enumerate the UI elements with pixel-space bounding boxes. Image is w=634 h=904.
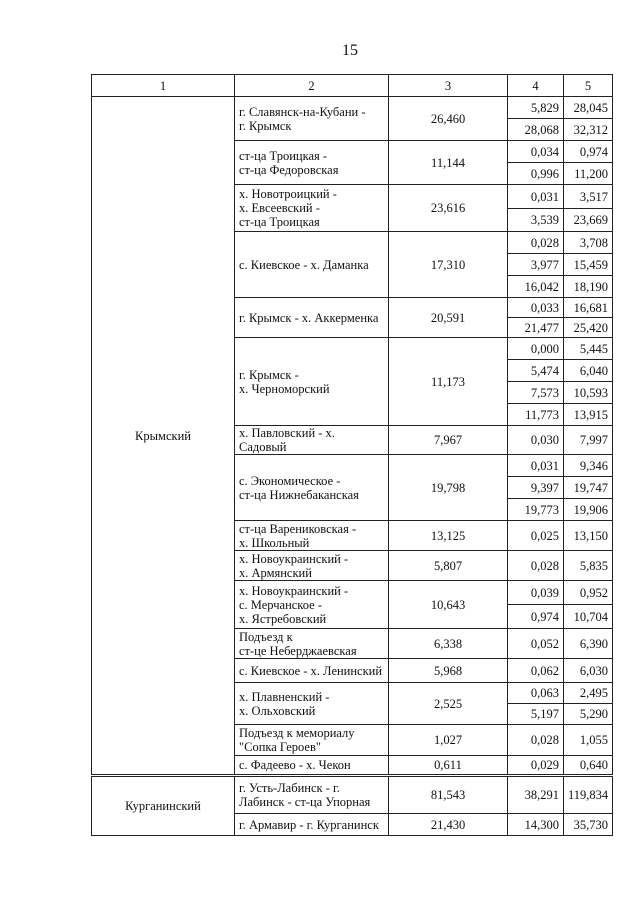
route-length: 0,611 — [389, 756, 508, 776]
route-name-line: с. Киевское - х. Даманка — [239, 257, 369, 272]
route-name-line: х. Плавненский - — [239, 689, 330, 704]
route-name-line: с. Фадеево - х. Чекон — [239, 758, 351, 772]
route-name — [235, 521, 389, 551]
segment-start: 0,000 — [508, 338, 564, 360]
header-cell-5: 5 — [564, 75, 613, 97]
segment-end: 25,420 — [564, 318, 613, 338]
route-name-line: х. Школьный — [239, 535, 310, 550]
header-cell-4: 4 — [508, 75, 564, 97]
segment-end: 16,681 — [564, 298, 613, 318]
segment-end: 0,952 — [564, 581, 613, 605]
route-name-line: г. Крымск - — [239, 367, 299, 382]
segment-end: 3,708 — [564, 232, 613, 254]
table-row — [92, 97, 613, 119]
segment-start: 0,028 — [508, 725, 564, 756]
route-name-line: х. Новоукраинский - — [239, 583, 349, 598]
route-length: 5,807 — [389, 551, 508, 581]
segment-start: 0,031 — [508, 455, 564, 477]
segment-end: 3,517 — [564, 185, 613, 209]
route-length: 11,144 — [389, 141, 508, 185]
segment-end: 19,906 — [564, 499, 613, 521]
segment-end: 18,190 — [564, 276, 613, 298]
route-name — [235, 659, 389, 683]
route-name-line: г. Славянск-на-Кубани - — [239, 104, 366, 119]
segment-end: 6,040 — [564, 360, 613, 382]
route-name — [235, 338, 389, 426]
segment-start: 0,974 — [508, 605, 564, 629]
segment-start: 0,996 — [508, 163, 564, 185]
route-name-line: с. Киевское - х. Ленинский — [239, 663, 383, 678]
segment-start: 0,031 — [508, 185, 564, 209]
route-name — [235, 581, 389, 629]
route-length: 17,310 — [389, 232, 508, 298]
route-name-line: х. Черноморский — [239, 381, 330, 396]
segment-start: 0,033 — [508, 298, 564, 318]
segment-start: 0,029 — [508, 756, 564, 776]
segment-end: 28,045 — [564, 97, 613, 119]
table-row — [92, 776, 613, 814]
route-length: 7,967 — [389, 426, 508, 455]
segment-start: 0,063 — [508, 683, 564, 704]
route-length: 81,543 — [389, 776, 508, 814]
route-name-line: с. Мерчанское - — [239, 597, 322, 612]
segment-start: 38,291 — [508, 776, 564, 814]
header-cell-3: 3 — [389, 75, 508, 97]
segment-end: 10,704 — [564, 605, 613, 629]
segment-end: 5,835 — [564, 551, 613, 581]
route-name — [235, 141, 389, 185]
page-number: 15 — [342, 42, 358, 59]
segment-end: 2,495 — [564, 683, 613, 704]
route-name — [235, 455, 389, 521]
route-name-line: х. Армянский — [239, 565, 312, 580]
segment-end: 23,669 — [564, 209, 613, 232]
segment-end: 7,997 — [564, 426, 613, 455]
road-table — [91, 74, 613, 836]
segment-start: 0,028 — [508, 232, 564, 254]
route-name-line: х. Ольховский — [239, 703, 316, 718]
route-name-line: г. Усть-Лабинск - г. — [239, 781, 340, 795]
route-name — [235, 551, 389, 581]
route-name — [235, 97, 389, 141]
route-length: 1,027 — [389, 725, 508, 756]
segment-start: 16,042 — [508, 276, 564, 298]
route-length: 11,173 — [389, 338, 508, 426]
route-name-line: х. Павловский - х. Садовый — [239, 426, 335, 454]
route-name-line: Подъезд к — [239, 629, 293, 644]
route-length: 5,968 — [389, 659, 508, 683]
segment-end: 0,640 — [564, 756, 613, 776]
district-name: Курганинский — [92, 776, 235, 836]
segment-end: 11,200 — [564, 163, 613, 185]
segment-start: 19,773 — [508, 499, 564, 521]
route-name-line: ст-ца Варениковская - — [239, 521, 357, 536]
segment-end: 119,834 — [564, 776, 613, 814]
route-length: 10,643 — [389, 581, 508, 629]
route-name-line: х. Новотроицкий - — [239, 187, 337, 201]
segment-end: 6,390 — [564, 629, 613, 659]
route-name — [235, 776, 389, 814]
route-name-line: ст-ца Нижнебаканская — [239, 487, 359, 502]
segment-start: 0,039 — [508, 581, 564, 605]
route-name — [235, 426, 389, 455]
segment-start: 14,300 — [508, 814, 564, 836]
segment-end: 5,290 — [564, 704, 613, 725]
segment-end: 32,312 — [564, 119, 613, 141]
route-name-line: х. Евсеевский - — [239, 201, 320, 215]
segment-start: 3,977 — [508, 254, 564, 276]
route-length: 26,460 — [389, 97, 508, 141]
segment-end: 13,915 — [564, 404, 613, 426]
route-name-line: ст-ца Троицкая — [239, 215, 320, 229]
route-name-line: х. Ястребовский — [239, 611, 327, 626]
header-row — [92, 75, 613, 97]
segment-start: 5,474 — [508, 360, 564, 382]
route-length: 19,798 — [389, 455, 508, 521]
route-name-line: Лабинск - ст-ца Упорная — [239, 795, 371, 809]
route-name-line: ст-це Неберджаевская — [239, 643, 357, 658]
route-name-line: ст-ца Федоровская — [239, 162, 339, 177]
route-length: 20,591 — [389, 298, 508, 338]
route-name-line: г. Крымск — [239, 118, 292, 133]
segment-end: 5,445 — [564, 338, 613, 360]
segment-end: 9,346 — [564, 455, 613, 477]
route-length: 2,525 — [389, 683, 508, 725]
route-name — [235, 185, 389, 232]
segment-end: 19,747 — [564, 477, 613, 499]
route-name — [235, 232, 389, 298]
route-length: 21,430 — [389, 814, 508, 836]
segment-end: 0,974 — [564, 141, 613, 163]
segment-end: 35,730 — [564, 814, 613, 836]
segment-start: 0,052 — [508, 629, 564, 659]
segment-end: 13,150 — [564, 521, 613, 551]
route-length: 6,338 — [389, 629, 508, 659]
segment-start: 9,397 — [508, 477, 564, 499]
segment-end: 15,459 — [564, 254, 613, 276]
route-length: 13,125 — [389, 521, 508, 551]
route-name-line: с. Экономическое - — [239, 473, 341, 488]
segment-start: 21,477 — [508, 318, 564, 338]
route-name-line: ст-ца Троицкая - — [239, 148, 328, 163]
segment-start: 28,068 — [508, 119, 564, 141]
route-name — [235, 756, 389, 776]
segment-end: 1,055 — [564, 725, 613, 756]
segment-end: 10,593 — [564, 382, 613, 404]
route-name — [235, 683, 389, 725]
segment-start: 0,028 — [508, 551, 564, 581]
header-cell-2: 2 — [235, 75, 389, 97]
route-name-line: г. Крымск - х. Аккерменка — [239, 310, 379, 325]
segment-end: 6,030 — [564, 659, 613, 683]
route-name-line: Подъезд к мемориалу — [239, 726, 355, 740]
route-name — [235, 298, 389, 338]
segment-start: 0,062 — [508, 659, 564, 683]
header-cell-1: 1 — [92, 75, 235, 97]
segment-start: 5,197 — [508, 704, 564, 725]
route-name-line: г. Армавир - г. Курганинск — [239, 817, 379, 832]
route-name — [235, 629, 389, 659]
segment-start: 11,773 — [508, 404, 564, 426]
route-name — [235, 814, 389, 836]
route-name-line: "Сопка Героев" — [239, 740, 321, 754]
route-length: 23,616 — [389, 185, 508, 232]
segment-start: 7,573 — [508, 382, 564, 404]
segment-start: 0,025 — [508, 521, 564, 551]
district-name: Крымский — [92, 97, 235, 776]
route-name — [235, 725, 389, 756]
segment-start: 0,030 — [508, 426, 564, 455]
road-table-body — [92, 75, 613, 836]
route-name-line: х. Новоукраинский - — [239, 551, 349, 566]
segment-start: 3,539 — [508, 209, 564, 232]
segment-start: 5,829 — [508, 97, 564, 119]
segment-start: 0,034 — [508, 141, 564, 163]
